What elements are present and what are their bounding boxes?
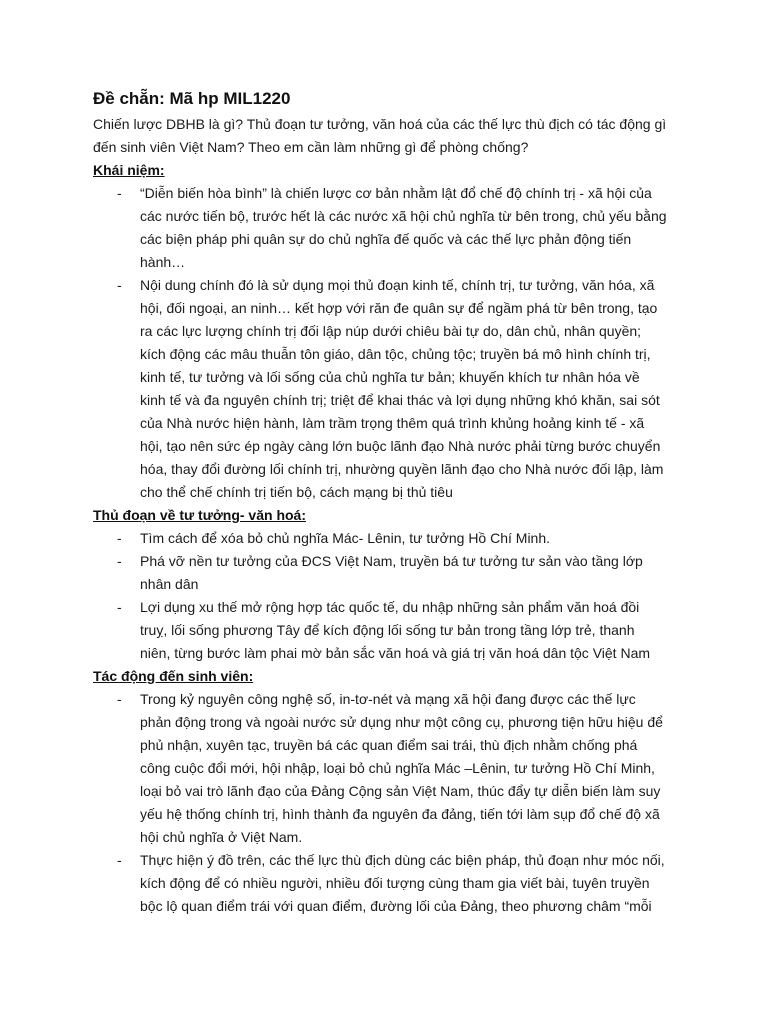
bullet-line: Nội dung chính đó là sử dụng mọi thủ đoạn kinh tế, chính trị, tư tưởng, văn hóa, xã	[140, 277, 655, 293]
bullet-item	[93, 527, 713, 550]
bullet-line: phủ nhận, xuyên tạc, truyền bá các quan điểm sai trái, thù địch nhằm chống phá	[140, 737, 638, 753]
question-line: đến sinh viên Việt Nam? Theo em cần làm những gì để phòng chống?	[93, 139, 529, 155]
bullet-marker: -	[117, 277, 122, 293]
bullet-line: hóa, thay đổi đường lối chính trị, nhường quyền lãnh đạo cho Nhà nước đối lập, làm	[140, 461, 664, 477]
bullet-line: bộc lộ quan điểm trái với quan điểm, đường lối của Đảng, theo phương châm “mỗi	[140, 898, 652, 914]
bullet-line: loại bỏ vai trò lãnh đạo của Đảng Cộng sản Việt Nam, thúc đẩy tự diễn biến làm suy	[140, 783, 661, 799]
bullet-line: hành…	[140, 254, 186, 270]
bullet-line: truỵ, lối sống phương Tây để kích động lối sống tư bản trong tầng lớp trẻ, thanh	[140, 622, 635, 638]
bullet-line: “Diễn biến hòa bình” là chiến lược cơ bản nhằm lật đổ chế độ chính trị - xã hội của	[140, 185, 652, 201]
bullet-item	[93, 274, 713, 504]
bullet-marker: -	[117, 530, 122, 546]
question	[93, 113, 713, 159]
document-title: Đề chẵn: Mã hp MIL1220	[93, 89, 291, 108]
bullet-marker: -	[117, 599, 122, 615]
bullet-line: ra các lực lượng chính trị đối lập núp dưới chiêu bài tự do, dân chủ, nhân quyền;	[140, 323, 642, 339]
bullet-item	[93, 596, 713, 665]
bullet-line: Tìm cách để xóa bỏ chủ nghĩa Mác- Lênin, tư tưởng Hồ Chí Minh.	[140, 530, 551, 546]
bullet-line: của Nhà nước hiện hành, làm trầm trọng thêm quá trình khủng hoảng kinh tế - xã	[140, 415, 645, 431]
document-body	[93, 84, 713, 918]
bullet-line: yếu hệ thống chính trị, hình thành đa nguyên đa đảng, tiến tới làm sụp đổ chế độ xã	[140, 806, 660, 822]
section-heading: Tác động đến sinh viên:	[93, 668, 254, 684]
bullet-line: công cuộc đổi mới, hội nhập, loại bỏ chủ nghĩa Mác –Lênin, tư tưởng Hồ Chí Minh,	[140, 760, 655, 776]
section-tac-dong	[93, 665, 713, 918]
bullet-line: hội chủ nghĩa ở Việt Nam.	[140, 829, 303, 845]
bullet-line: kích động để có nhiều người, nhiều đối tượng cùng tham gia viết bài, tuyên truyền	[140, 875, 650, 891]
question-line: Chiến lược DBHB là gì? Thủ đoạn tư tưởng, văn hoá của các thế lực thù địch có tác động gì	[93, 116, 667, 132]
section-heading: Thủ đoạn về tư tưởng- văn hoá:	[93, 507, 307, 523]
bullet-marker: -	[117, 691, 122, 707]
bullet-line: hội, tạo nên sức ép ngày càng lớn buộc lãnh đạo Nhà nước phải từng bước chuyển	[140, 438, 661, 454]
bullet-item	[93, 688, 713, 849]
bullet-marker: -	[117, 185, 122, 201]
bullet-line: kinh tế và đa nguyên chính trị; triệt để khai thác và lợi dụng những khó khăn, sai sót	[140, 392, 660, 408]
bullet-line: hội, đối ngoại, an ninh… kết hợp với răn đe quân sự để ngầm phá từ bên trong, tạo	[140, 300, 658, 316]
bullet-line: Lợi dụng xu thế mở rộng hợp tác quốc tế, du nhập những sản phẩm văn hoá đồi	[140, 599, 640, 615]
bullet-line: kích động các mâu thuẫn tôn giáo, dân tộc, chủng tộc; truyền bá mô hình chính trị,	[140, 346, 651, 362]
bullet-item	[93, 550, 713, 596]
bullet-line: Phá vỡ nền tư tưởng của ĐCS Việt Nam, truyền bá tư tưởng tư sản vào tầng lớp	[140, 553, 643, 569]
bullet-line: Trong kỷ nguyên công nghệ số, in-tơ-nét và mạng xã hội đang được các thế lực	[140, 691, 636, 707]
section-heading: Khái niệm:	[93, 162, 165, 178]
bullet-item	[93, 182, 713, 274]
bullet-line: Thực hiện ý đồ trên, các thế lực thù địch dùng các biện pháp, thủ đoạn như móc nối,	[140, 852, 665, 868]
bullet-line: niên, từng bước làm phai mờ bản sắc văn hoá và giá trị văn hoá dân tộc Việt Nam	[140, 645, 651, 661]
bullet-line: cho thể chế chính trị tiến bộ, cách mạng bị thủ tiêu	[140, 484, 453, 500]
bullet-item	[93, 849, 713, 918]
bullet-line: các biện pháp phi quân sự do chủ nghĩa đế quốc và các thế lực phản động tiến	[140, 231, 632, 247]
bullet-marker: -	[117, 852, 122, 868]
section-thu-doan	[93, 504, 713, 665]
bullet-line: phản động trong và ngoài nước sử dụng như một công cụ, phương tiện hữu hiệu để	[140, 714, 663, 730]
bullet-line: nhân dân	[140, 576, 199, 592]
bullet-line: kinh tế, tư tưởng và lối sống của chủ nghĩa tư bản; khuyến khích tư nhân hóa về	[140, 369, 640, 385]
bullet-marker: -	[117, 553, 122, 569]
bullet-line: các nước tiến bộ, trước hết là các nước xã hội chủ nghĩa từ bên trong, chủ yếu bằng	[140, 208, 667, 224]
section-khai-niem	[93, 159, 713, 504]
